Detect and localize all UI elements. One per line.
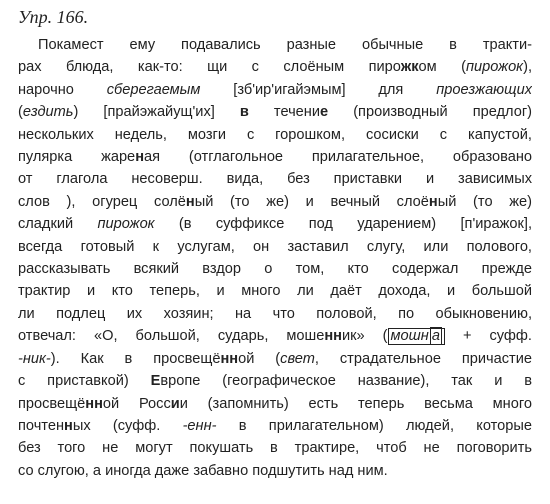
highlighted-letters: н	[135, 149, 145, 166]
text-segment: течени	[248, 104, 321, 121]
highlighted-letters: нн	[324, 328, 342, 345]
text-segment: , страдательное причастие	[314, 350, 532, 367]
text-line	[18, 168, 532, 190]
text-segment: с приставкой)	[18, 373, 151, 390]
text-segment: ли подлец их хозяин; на что половой, по обыкновению,	[18, 305, 532, 322]
text-segment: и (запомнить) есть теперь весьма много	[179, 395, 532, 412]
text-line	[18, 34, 532, 56]
italic-word: -ник-	[18, 350, 51, 367]
text-segment: (производный предлог)	[328, 104, 532, 121]
text-segment: нарочно	[18, 81, 107, 98]
text-segment: вропе (географическое название), так и в	[160, 373, 532, 390]
text-segment: ик» (	[342, 328, 388, 345]
text-line	[18, 124, 532, 146]
text-segment: ый (то же) и вечный слоё	[194, 193, 429, 210]
text-line	[18, 213, 532, 235]
highlighted-letters: нн	[85, 395, 103, 412]
exercise-title: Упр. 166.	[18, 7, 89, 27]
text-line	[18, 101, 532, 123]
highlighted-letters: Е	[150, 373, 161, 390]
text-segment: (	[18, 104, 23, 121]
text-segment: почтен	[18, 417, 64, 434]
text-segment: рассказывать всякий вздор о том, кто содержал прежде	[18, 261, 532, 278]
highlighted-letters: е	[320, 104, 329, 121]
text-segment: от глагола несоверш. вида, без приставки и зависимых	[18, 171, 532, 188]
text-line	[18, 325, 532, 347]
text-segment: ой (	[238, 350, 281, 367]
text-segment: ой Росс	[102, 395, 171, 412]
italic-word: пирожок	[97, 216, 155, 233]
italic-word: пирожок	[465, 59, 524, 76]
text-line	[18, 258, 532, 280]
text-segment: сладкий	[18, 216, 98, 233]
text-segment: ых (суфф.	[72, 417, 183, 434]
italic-word: свет	[280, 350, 315, 367]
text-segment: ) [прайэжайущ'их]	[73, 104, 240, 121]
text-line	[18, 370, 532, 392]
morpheme-box: мошн а	[388, 328, 445, 345]
italic-word: -енн-	[182, 417, 217, 434]
text-segment: (в суффиксе под ударением) [п'иражок],	[154, 216, 532, 233]
text-segment: без того не могут покушать в трактире, чтоб не поговорить	[18, 440, 532, 457]
text-segment: нескольких недель, мозги с горошком, сосиски с капустой,	[18, 126, 532, 143]
text-line	[18, 437, 532, 459]
text-segment: ом (	[418, 59, 466, 76]
text-line	[18, 348, 532, 370]
text-segment: Покамест ему подавались разные обычные в тракти-	[38, 37, 532, 53]
text-segment: слов ), огурец солё	[18, 193, 186, 210]
text-line	[18, 146, 532, 168]
text-segment: + суфф.	[444, 328, 532, 345]
text-segment: просвещё	[18, 395, 86, 412]
text-line	[18, 280, 532, 302]
text-line	[18, 393, 532, 415]
text-line	[18, 236, 532, 258]
text-segment: со слугою, а иногда даже забавно подшутить над ним.	[18, 462, 388, 479]
ending-box: а	[431, 328, 440, 345]
text-segment: рах блюда, как-то: щи с слоёным пиро	[18, 59, 401, 76]
text-line	[18, 460, 532, 482]
highlighted-letters: н	[185, 193, 195, 210]
text-segment: в прилагательном) людей, которые	[216, 417, 532, 434]
italic-word: ездить	[22, 104, 74, 121]
highlighted-letters: в	[239, 104, 249, 121]
italic-word: проезжающих	[436, 81, 532, 98]
highlighted-letters: н	[428, 193, 438, 210]
italic-word: сберегаемым	[106, 81, 201, 98]
text-segment: [зб'ир'игайэмым] для	[200, 81, 437, 98]
highlighted-letters: и	[170, 395, 180, 412]
text-segment: всегда готовый к услугам, он заставил слугу, или полового,	[18, 238, 532, 255]
text-segment: ый (то же)	[437, 193, 532, 210]
highlighted-letters: н	[64, 417, 73, 434]
highlighted-letters: жк	[400, 59, 419, 76]
highlighted-letters: нн	[220, 350, 239, 367]
exercise-text	[18, 34, 532, 482]
text-segment: ая (отглагольное прилагательное, образовано	[144, 149, 532, 166]
text-segment: трактир и кто теперь, и много ли даёт дохода, и большой	[18, 283, 532, 300]
text-line	[18, 191, 532, 213]
text-line	[18, 56, 532, 78]
text-line	[18, 303, 532, 325]
text-segment: ),	[523, 59, 532, 76]
text-segment: отвечал: «О, большой, сударь, моше	[18, 328, 325, 345]
text-segment: пулярка жаре	[18, 149, 136, 166]
text-segment: ). Как в просвещё	[50, 350, 221, 367]
text-line	[18, 415, 532, 437]
text-line	[18, 79, 532, 101]
